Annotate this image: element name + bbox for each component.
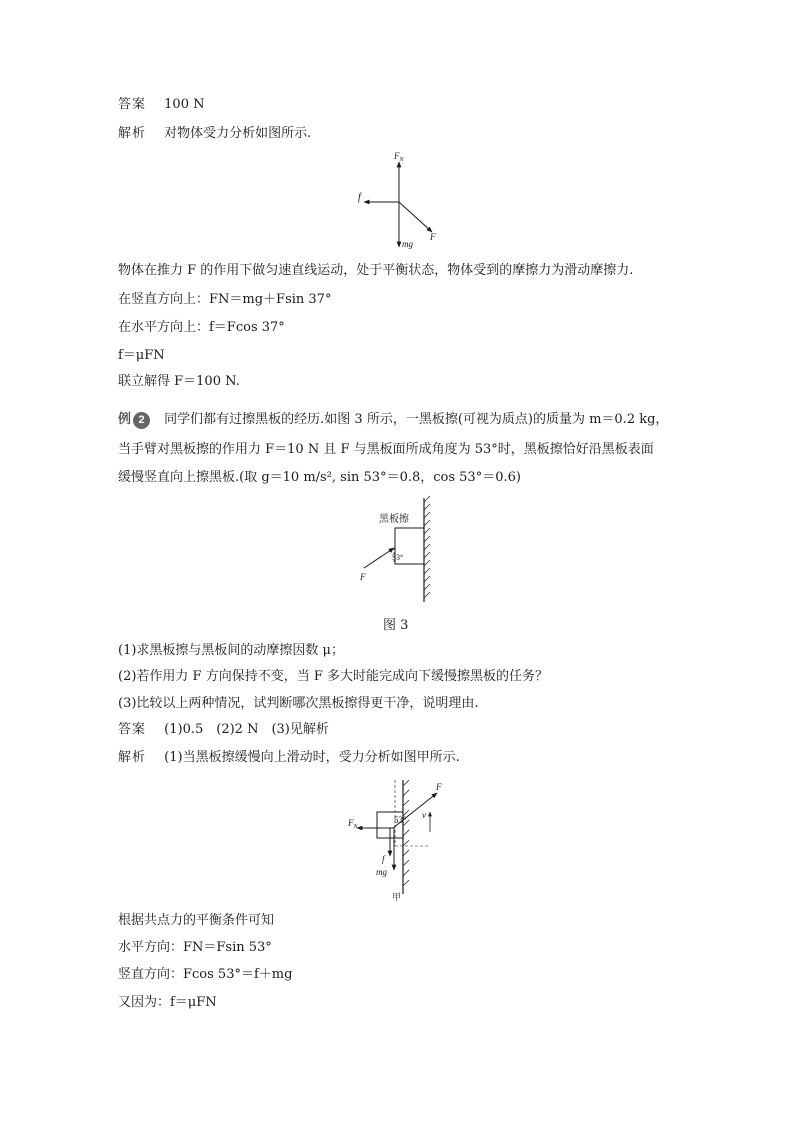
analysis-text: 对物体受力分析如图所示. bbox=[164, 126, 312, 141]
text-line-3: 在水平方向上：f＝Fcos 37° bbox=[118, 320, 285, 335]
v-label: v bbox=[422, 810, 426, 820]
angle-label: 53° bbox=[392, 553, 404, 562]
F-label: F bbox=[436, 782, 442, 792]
text-line-8: 竖直方向：Fcos 53°＝f＋mg bbox=[118, 967, 293, 982]
example-2-line-3: 缓慢竖直向上擦黑板.(取 g＝10 m/s², sin 53°＝0.8，cos 53°＝0.6) bbox=[118, 470, 521, 485]
analysis-label: 解析 bbox=[118, 126, 147, 141]
text-line-2: 在竖直方向上：FN＝mg＋Fsin 37° bbox=[118, 292, 332, 307]
F-label: F bbox=[430, 232, 436, 242]
svg-text:FN bbox=[347, 818, 359, 830]
mg-label: mg bbox=[402, 239, 413, 249]
example-badge bbox=[118, 410, 150, 429]
text-line-1: 物体在推力 F 的作用下做匀速直线运动，处于平衡状态，物体受到的摩擦力为滑动摩擦力. bbox=[118, 263, 634, 278]
answer-line-1 bbox=[118, 96, 204, 114]
figure-jia-force-diagram bbox=[340, 776, 460, 906]
angle-label: 53° bbox=[394, 815, 407, 825]
answer-value: 100 N bbox=[164, 97, 205, 112]
analysis-line-2 bbox=[118, 749, 460, 767]
figure-3-caption: 图 3 bbox=[383, 618, 409, 633]
example-text-1: 同学们都有过擦黑板的经历.如图 3 所示，一黑板擦(可视为质点)的质量为 m＝0.2 kg， bbox=[164, 412, 669, 427]
text-line-4: f＝μFN bbox=[118, 348, 165, 363]
eraser-label: 黑板擦 bbox=[379, 514, 409, 525]
svg-text:FN bbox=[393, 151, 405, 163]
example-2-line-1 bbox=[118, 410, 668, 429]
F-arrow bbox=[399, 202, 432, 232]
question-1: (1)求黑板擦与黑板间的动摩擦因数 μ； bbox=[118, 643, 344, 658]
text-line-6: 根据共点力的平衡条件可知 bbox=[118, 913, 275, 928]
fn-label: F bbox=[394, 151, 400, 161]
example-badge-number: 2 bbox=[133, 412, 150, 429]
figure-jia-caption: 甲 bbox=[392, 892, 402, 902]
f-label: f bbox=[382, 854, 385, 864]
fn-sub: N bbox=[399, 157, 404, 163]
question-2: (2)若作用力 F 方向保持不变，当 F 多大时能完成向下缓慢擦黑板的任务？ bbox=[118, 669, 548, 684]
fn-label: F bbox=[348, 818, 354, 828]
question-3: (3)比较以上两种情况，试判断哪次黑板擦得更干净，说明理由. bbox=[118, 696, 479, 711]
example-2-line-2: 当手臂对黑板擦的作用力 F＝10 N 且 F 与黑板面所成角度为 53°时，黑板擦恰好沿黑板表面 bbox=[118, 442, 654, 457]
example-badge-text: 例 bbox=[118, 411, 132, 426]
text-line-9: 又因为：f＝μFN bbox=[118, 995, 217, 1010]
force-diagram-1 bbox=[350, 148, 450, 254]
analysis-text-2: (1)当黑板擦缓慢向上滑动时，受力分析如图甲所示. bbox=[164, 750, 460, 765]
answer-label: 答案 bbox=[118, 97, 147, 112]
wall-hatch bbox=[403, 780, 409, 886]
wall-hatch bbox=[424, 496, 430, 598]
figure-3-eraser bbox=[352, 494, 442, 606]
answer-label-2: 答案 bbox=[118, 722, 147, 737]
mg-label: mg bbox=[376, 867, 387, 877]
F-label: F bbox=[360, 572, 366, 582]
answer-line-2 bbox=[118, 721, 329, 739]
analysis-label-2: 解析 bbox=[118, 750, 147, 765]
text-line-7: 水平方向：FN＝Fsin 53° bbox=[118, 940, 272, 955]
fn-sub: N bbox=[353, 824, 358, 830]
f-label: f bbox=[358, 192, 361, 203]
text-line-5: 联立解得 F＝100 N. bbox=[118, 374, 240, 389]
answer-value-2: (1)0.5 (2)2 N (3)见解析 bbox=[164, 722, 329, 737]
push-force-arrow bbox=[364, 548, 394, 568]
analysis-line-1 bbox=[118, 125, 311, 143]
